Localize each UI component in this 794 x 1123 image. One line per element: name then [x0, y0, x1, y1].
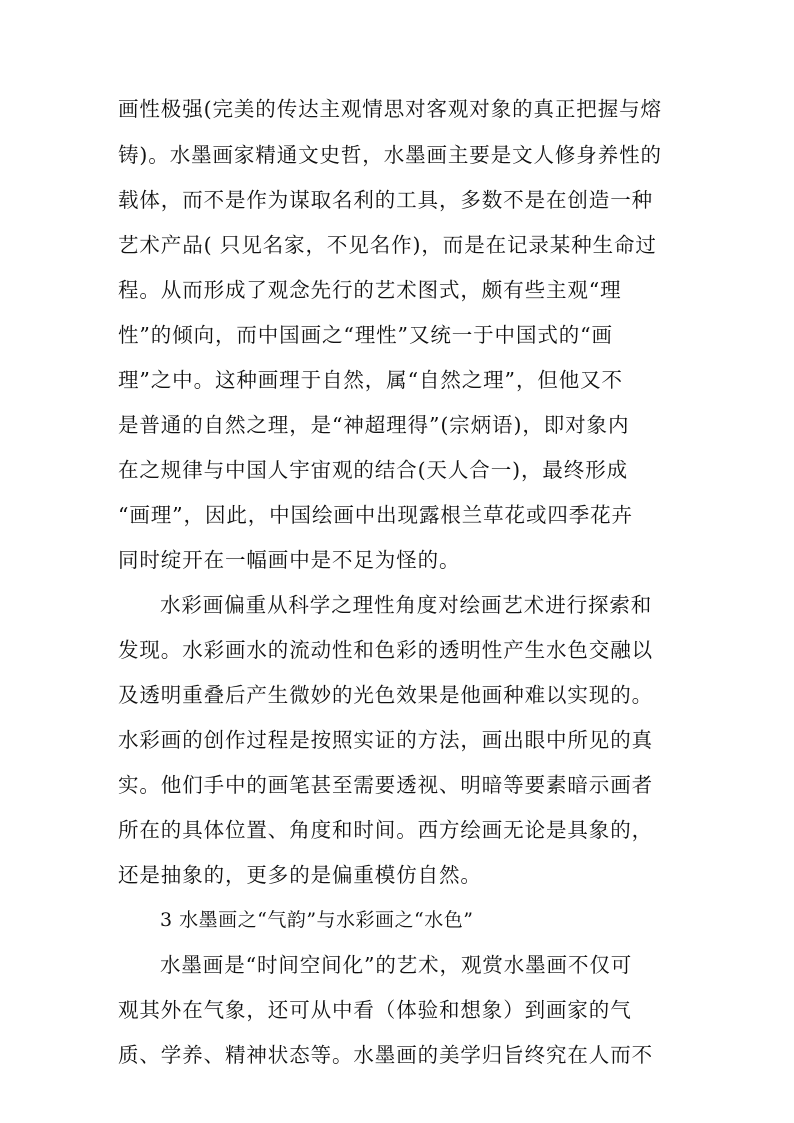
paragraph-1-line-3: 载体，而不是作为谋取名利的工具，多数不是在创造一种 [118, 188, 653, 212]
paragraph-1-line-2: 铸)。水墨画家精通文史哲，水墨画主要是文人修身养性的 [118, 143, 662, 167]
paragraph-1-line-5: 程。从而形成了观念先行的艺术图式，颇有些主观“理 [118, 278, 622, 302]
paragraph-1-line-11: 同时绽开在一幅画中是不足为怪的。 [118, 548, 461, 572]
paragraph-1-line-6: 性”的倾向，而中国画之“理性”又统一于中国式的“画 [118, 323, 613, 347]
paragraph-3-line-2: 观其外在气象，还可从中看（体验和想象）到画家的气 [118, 998, 632, 1022]
paragraph-1-line-9: 在之规律与中国人宇宙观的结合(天人合一)，最终形成 [118, 458, 628, 482]
paragraph-3-line-1: 水墨画是“时间空间化”的艺术，观赏水墨画不仅可 [160, 953, 633, 977]
paragraph-3-line-3: 质、学养、精神状态等。水墨画的美学归旨终究在人而不 [118, 1043, 653, 1067]
paragraph-2-line-3: 及透明重叠后产生微妙的光色效果是他画种难以实现的。 [118, 683, 653, 707]
paragraph-2-line-1: 水彩画偏重从科学之理性角度对绘画艺术进行探索和 [160, 593, 653, 617]
paragraph-2-line-4: 水彩画的创作过程是按照实证的方法，画出眼中所见的真 [118, 728, 653, 752]
paragraph-1-line-10: “画理”，因此，中国绘画中出现露根兰草花或四季花卉 [118, 503, 633, 527]
paragraph-2-line-5: 实。他们手中的画笔甚至需要透视、明暗等要素暗示画者 [118, 773, 653, 797]
paragraph-1-line-1: 画性极强(完美的传达主观情思对客观对象的真正把握与熔 [118, 97, 662, 121]
paragraph-1-line-7: 理”之中。这种画理于自然，属“自然之理”，但他又不 [118, 368, 623, 392]
section-heading: 3 水墨画之“气韵”与水彩画之“水色” [160, 909, 474, 931]
paragraph-1-line-8: 是普通的自然之理，是“神超理得”(宗炳语)，即对象内 [118, 413, 630, 437]
paragraph-1-line-4: 艺术产品( 只见名家，不见名作)，而是在记录某种生命过 [118, 233, 657, 257]
paragraph-2-line-2: 发现。水彩画水的流动性和色彩的透明性产生水色交融以 [118, 638, 653, 662]
paragraph-2-line-7: 还是抽象的，更多的是偏重模仿自然。 [118, 863, 482, 887]
paragraph-2-line-6: 所在的具体位置、角度和时间。西方绘画无论是具象的， [118, 818, 653, 842]
